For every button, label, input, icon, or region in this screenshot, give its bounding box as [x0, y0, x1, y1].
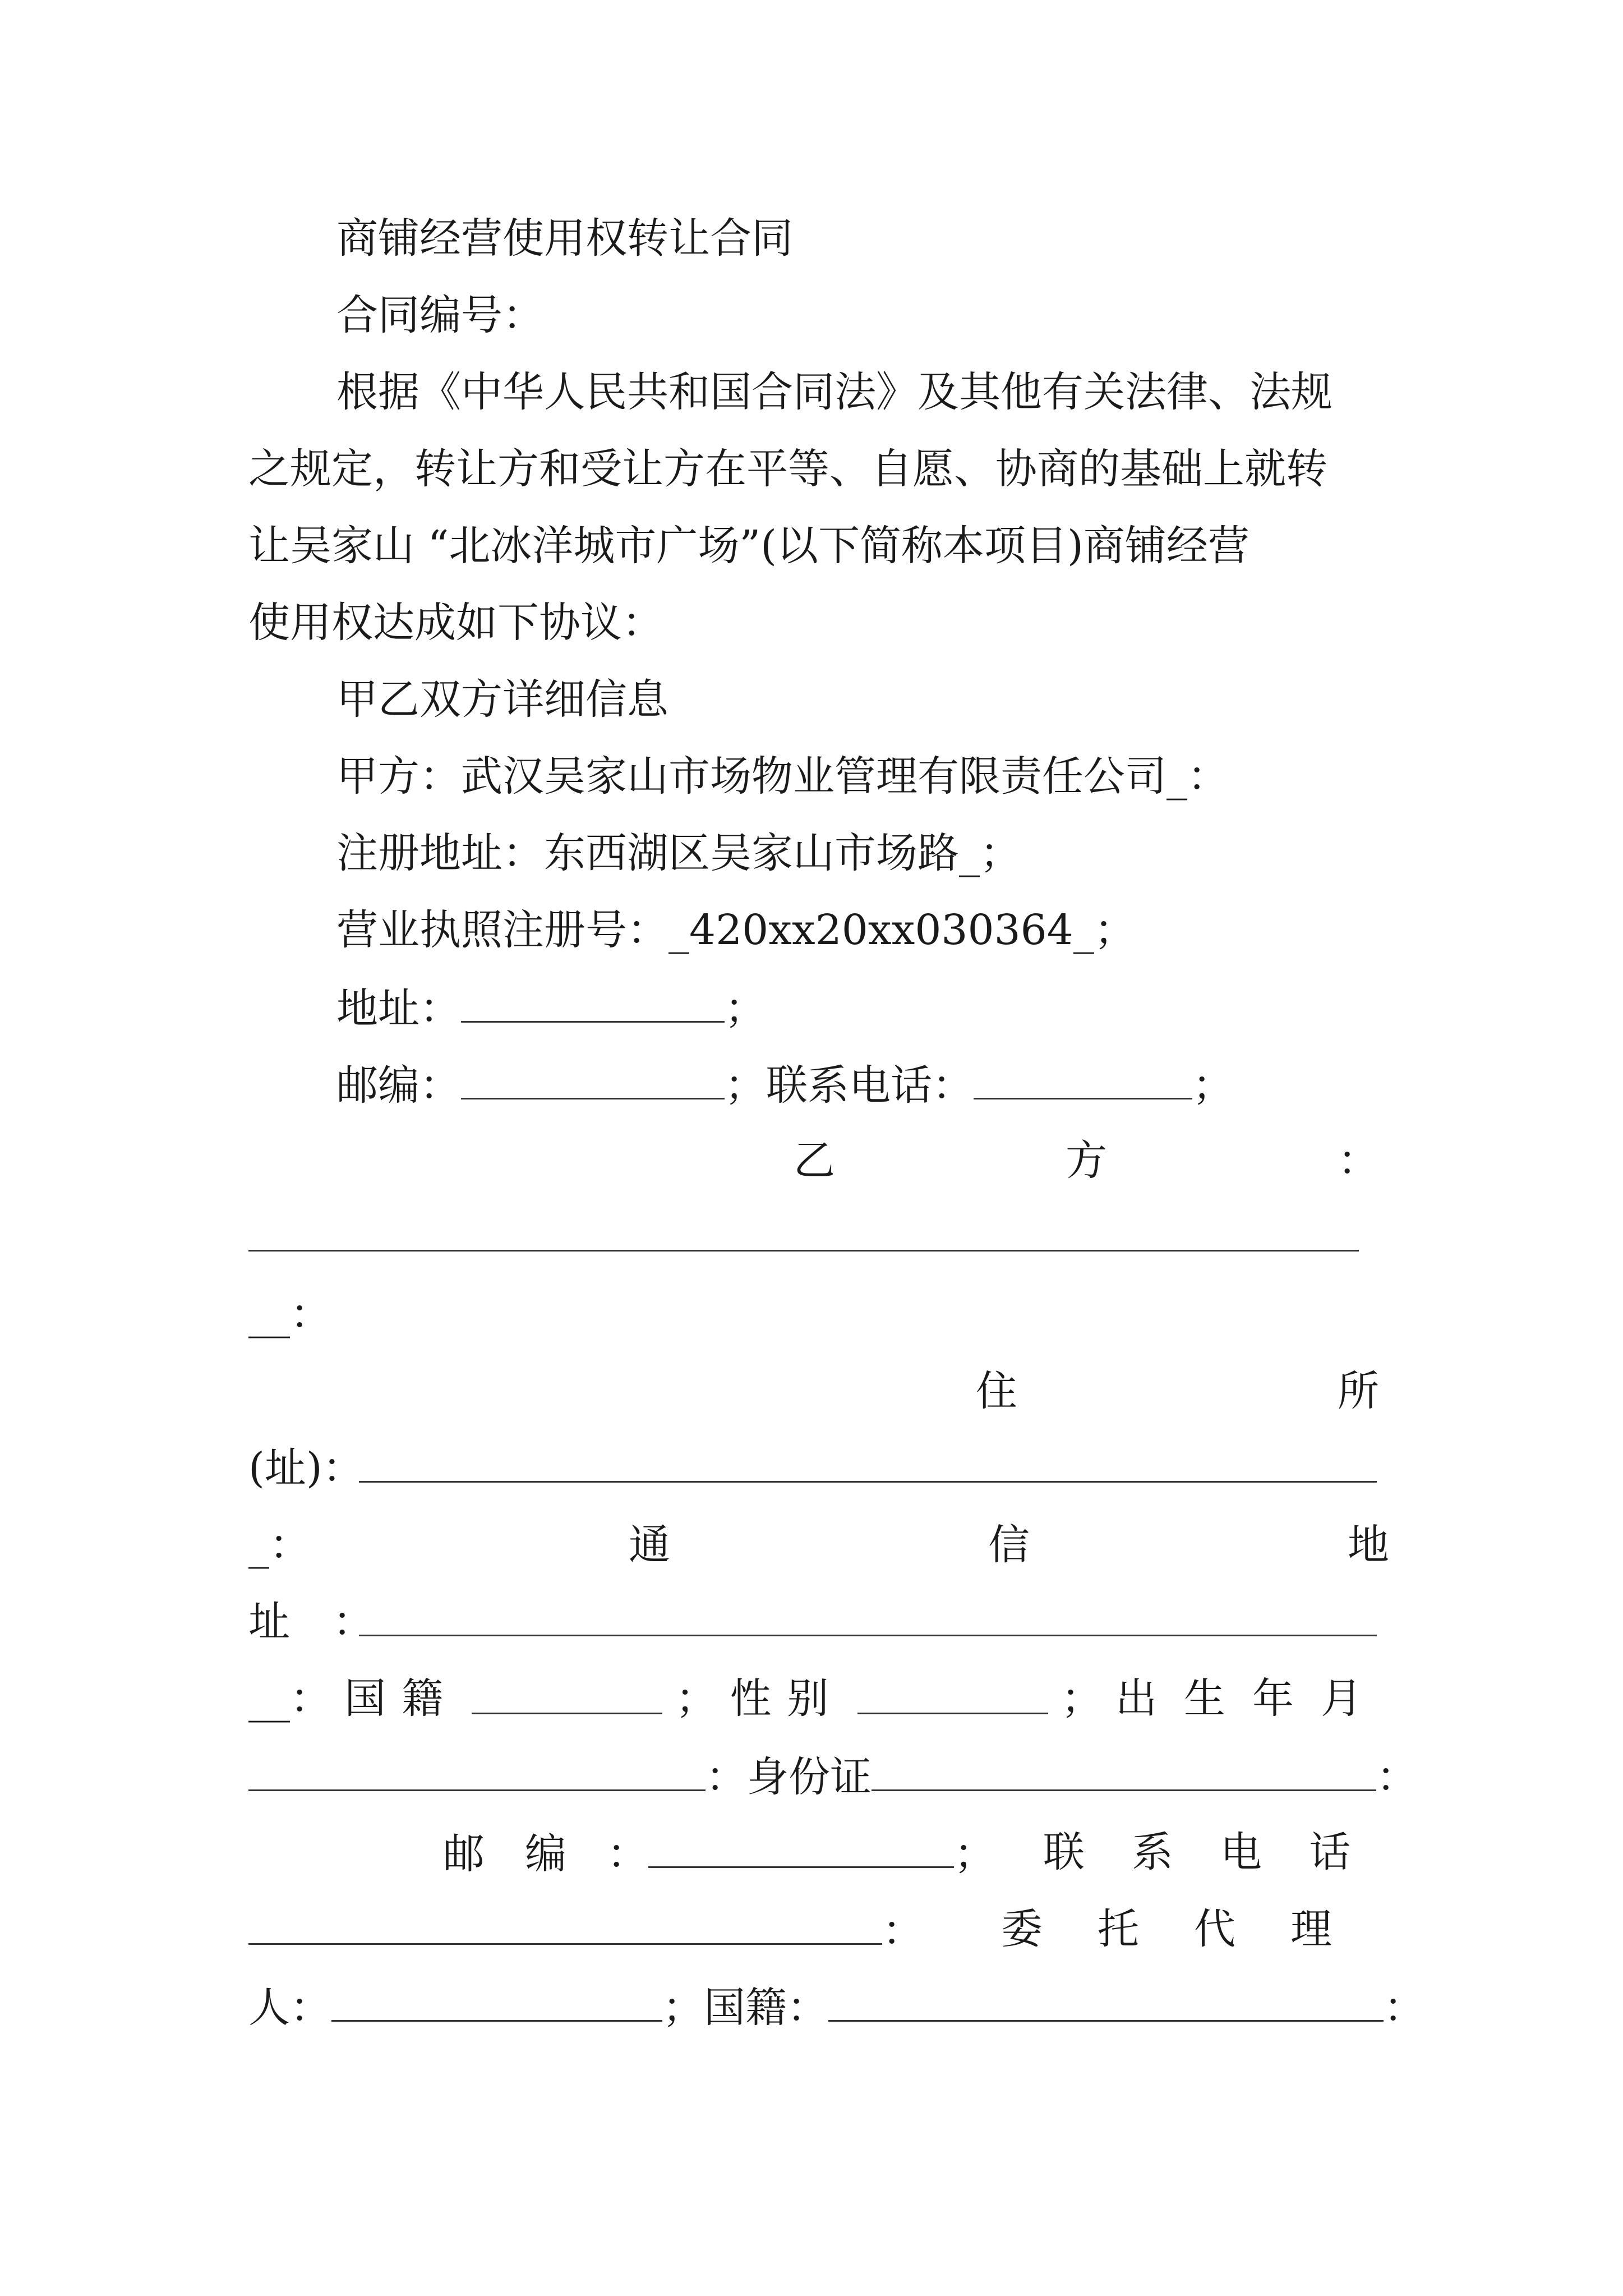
party-a-postcode-row: [336, 1059, 1234, 1111]
mail-xin: 信: [988, 1521, 1030, 1569]
residence-suo: 所: [1338, 1367, 1379, 1415]
agent-nationality-blank[interactable]: [828, 1981, 1384, 2022]
residence-label: (址)：: [248, 1444, 364, 1492]
mail-zhi-colon: ：: [333, 1598, 374, 1646]
address-blank[interactable]: [461, 982, 725, 1023]
party-a-license-no: 营业执照注册号：_420xx20xx030364_；: [336, 906, 1136, 954]
agent-nationality-label: ；国籍：: [662, 1984, 828, 2032]
party-b-yi: 乙: [794, 1137, 835, 1185]
address-label: 地址：: [336, 984, 461, 1033]
agent-label: 委托代理: [1001, 1905, 1387, 1953]
party-a-address-row: [336, 982, 766, 1034]
postcode-b-blank[interactable]: [648, 1827, 954, 1868]
party-b-colon: ：: [1338, 1137, 1379, 1185]
phone-blank[interactable]: [974, 1059, 1192, 1099]
nationality-underscore: __：: [248, 1674, 331, 1723]
mail-tong: 通: [629, 1521, 670, 1569]
address-semicolon: ；: [725, 984, 766, 1033]
preamble-line-3: 让吴家山 “北冰洋城市广场”(以下简称本项目)商铺经营: [248, 522, 1249, 570]
name-underscore: __: [248, 1290, 290, 1338]
postcode-blank[interactable]: [461, 1059, 725, 1099]
mail-address-underscore: _：: [248, 1521, 311, 1569]
party-b-name-blank[interactable]: [248, 1250, 1359, 1251]
preamble-line-1: 根据《中华人民共和国合同法》及其他有关法律、法规: [336, 368, 1332, 416]
phone-semicolon: ；: [1192, 1061, 1234, 1110]
preamble-line-2: 之规定，转让方和受让方在平等、自愿、协商的基础上就转: [248, 445, 1327, 493]
nationality-label: 国籍: [344, 1674, 459, 1723]
agent-name-row: 人： ；国籍： ：: [248, 1981, 1425, 2033]
gender-sep: ；: [675, 1674, 717, 1723]
nationality-blank[interactable]: [472, 1673, 662, 1714]
party-a-reg-address: 注册地址：东西湖区吴家山市场路_；: [336, 829, 1021, 877]
preamble-line-4: 使用权达成如下协议：: [248, 599, 663, 647]
residence-blank[interactable]: [359, 1481, 1377, 1483]
id-label: ：身份证: [706, 1753, 872, 1801]
birth-sep: ；: [1061, 1674, 1103, 1723]
mail-address-row: [248, 1520, 1389, 1570]
agent-ren: 人：: [248, 1984, 331, 2032]
phone-label: ；联系电话：: [725, 1061, 974, 1110]
birth-blank[interactable]: [248, 1750, 706, 1791]
id-colon: ：: [1376, 1753, 1418, 1801]
mail-zhi: 址: [248, 1598, 290, 1646]
contract-number-label: 合同编号：: [336, 291, 544, 339]
gender-label: 性别: [730, 1674, 845, 1723]
mail-di: 地: [1348, 1521, 1389, 1569]
agent-name-blank[interactable]: [331, 1981, 662, 2022]
postcode-label: 邮编：: [336, 1061, 461, 1110]
agent-row: ：: [248, 1904, 924, 1956]
postcode-b-row: 邮编： ；: [443, 1827, 995, 1879]
document-title: 商铺经营使用权转让合同: [336, 214, 793, 263]
id-blank[interactable]: [872, 1750, 1376, 1791]
parties-heading: 甲乙双方详细信息: [336, 675, 668, 724]
mail-address-blank[interactable]: [359, 1635, 1377, 1636]
party-b-name-end: [248, 1289, 331, 1340]
residence-zhu: 住: [976, 1367, 1017, 1415]
birth-label: 出生年月: [1115, 1674, 1389, 1723]
name-colon: ：: [290, 1290, 331, 1338]
party-b-fang: 方: [1066, 1137, 1107, 1185]
gender-blank[interactable]: [857, 1673, 1048, 1714]
postcode-b-label: 邮编: [443, 1830, 607, 1878]
party-a-name: 甲方：武汉吴家山市场物业管理有限责任公司_：: [336, 752, 1229, 800]
phone-b-blank[interactable]: [248, 1904, 882, 1945]
id-row: [248, 1750, 1418, 1802]
phone-b-label: 联系电话: [1043, 1828, 1398, 1876]
nationality-row: [248, 1673, 1389, 1724]
